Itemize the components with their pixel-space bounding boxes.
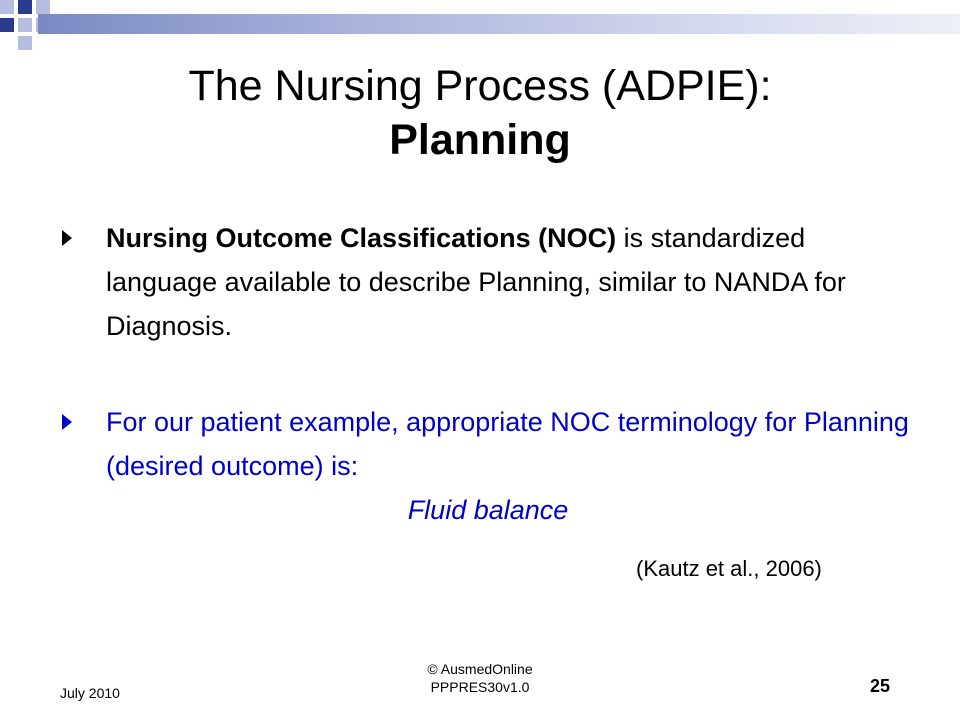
title-bar-band [38, 14, 960, 34]
footer-copyright: © AusmedOnline [427, 661, 533, 677]
bullet-example [58, 400, 918, 532]
title-line-2: Planning [389, 116, 571, 164]
bullet-noc-body: is standardized language available to describe Planning, similar to NANDA for Diagnosis. [106, 223, 846, 341]
page-number: 25 [870, 676, 891, 696]
fluid-balance-highlight: Fluid balance [407, 495, 569, 525]
triangle-bullet-icon [58, 216, 78, 260]
citation: (Kautz et al., 2006) [636, 556, 822, 581]
footer-code: PPPRES30v1.0 [430, 679, 530, 695]
bullet-example-body: For our patient example, appropriate NOC terminology for Planning (desired outcome) is: [106, 407, 909, 481]
bullet-noc-bold: Nursing Outcome Classifications (NOC) [106, 223, 617, 253]
bullet-example-text [106, 400, 918, 532]
bullet-noc-text [106, 216, 918, 348]
bullet-noc [58, 216, 918, 348]
footer-date: July 2010 [60, 685, 120, 701]
slide-title [0, 60, 960, 166]
footer-copyright-block [380, 660, 580, 696]
triangle-bullet-icon [58, 400, 78, 444]
title-line-1: The Nursing Process (ADPIE): [188, 62, 772, 110]
